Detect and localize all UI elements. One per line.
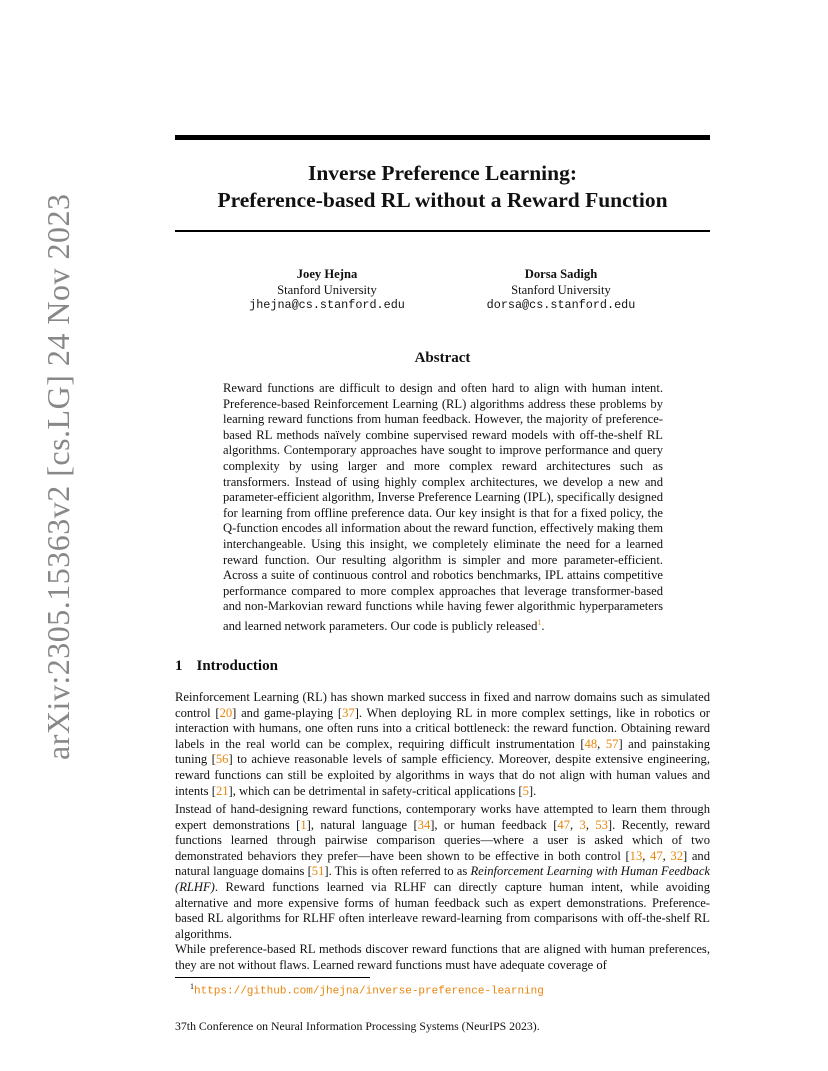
abstract-body: Reward functions are difficult to design and often hard to align with human intent. Preference-based Reinforcement Learning (RL) algorithms address these problems by learning reward functions from human feedback. However, the majority of preference-based RL methods naïvely combine supervised reward models with off-the-shelf RL algorithms. Contemporary approaches have sought to improve performance and query complexity by using larger and more complex reward architectures such as transformers. Instead of using highly complex architectures, we develop a new and parameter-efficient algorithm, Inverse Preference Learning (IPL), specifically designed for learning from offline preference data. Our key insight is that for a fixed policy, the Q-function encodes all information about the reward function, effectively making them interchangeable. Using this insight, we completely eliminate the need for a learned reward function. Our resulting algorithm is simpler and more parameter-efficient. Across a suite of continuous control and robotics benchmarks, IPL attains competitive performance compared to more complex approaches that leverage transformer-based and non-Markovian reward functions while having fewer algorithmic hyperparameters and learned network parameters. Our code is publicly released$^1$. [223,381,663,634]
author-affiliation: Stanford University [511,282,611,297]
citation-link[interactable]: 5 [522,783,529,798]
citation-link[interactable]: 37 [342,705,355,720]
text-run: ], natural language [ [306,817,418,832]
text-run: ], which can be detrimental in safety-critical applications [ [228,783,523,798]
intro-paragraph-2: Instead of hand-designing reward functions, contemporary works have attempted to learn them through expert demonstrations [1], natural language [34], or human feedback [47, 3, 53]. Recently, reward functions learned through pairwise comparison queries—where a user is asked which of two demonstrated behaviors they prefer—have been shown to be effective in both control [13, 47, 32] and natural language domains [51]. This is often referred to as Reinforcement Learning with Human Feedback (RLHF). Reward functions learned via RLHF can directly capture human intent, while avoiding alternative and more expensive forms of human feedback such as expert demonstrations. Preference-based RL algorithms for RLHF often interleave reward-learning from comparisons with off-the-shelf RL algorithms. [175,802,711,941]
author-email: dorsa@cs.stanford.edu [486,298,636,312]
italic-term: Reinforcement Learning with Human Feedback (RLHF) [175,864,710,894]
section-number: 1 [175,658,183,674]
citation-link[interactable]: 34 [417,817,431,832]
text-run: ] and game-playing [ [232,705,343,720]
citation-link[interactable]: 56 [215,752,229,767]
footnote-url-link[interactable]: https://github.com/jhejna/inverse-preference-learning [194,985,544,998]
intro-paragraph-1: Reinforcement Learning (RL) has shown marked success in fixed and narrow domains such as simulated control [20] and game-playing [37]. When deploying RL in more complex settings, like in robotics or interaction with humans, one often runs into a critical bottleneck: the reward function. Obtaining reward labels in the real world can be complex, requiring difficult instrumentation [48, 57] and painstaking tuning [56] to achieve reasonable levels of sample efficiency. Moreover, despite extensive engineering, reward functions can still be exploited by algorithms in ways that do not align with human values and intents [21], which can be detrimental in safety-critical applications [5]. [175,690,710,798]
author-affiliation: Stanford University [277,282,377,297]
citation-link[interactable]: 53 [595,817,608,832]
author-name: Joey Hejna [296,267,358,281]
citation-link[interactable]: 3 [579,817,586,832]
text-run: Instead of hand-designing reward functions, contemporary works have attempted to learn them through expert demonstrations [ [175,802,710,832]
citation-link[interactable]: 57 [605,736,619,751]
text-run: ] to achieve reasonable levels of sample efficiency. Moreover, despite extensive engineering, reward functions can still be exploited by algorithms in ways that do not align with human values and intents [ [175,752,710,798]
author-email: jhejna@cs.stanford.edu [249,298,405,312]
footnote-ref[interactable]: 1 [537,617,542,627]
section-heading [175,658,278,675]
title-top-rule [175,135,710,140]
conference-note: 37th Conference on Neural Information Processing Systems (NeurIPS 2023). [175,1019,540,1033]
text-run: ]. When deploying RL in more complex settings, like in robotics or interaction with humans, one often runs into a critical bottleneck: the reward function. Obtaining reward labels in the real world can be complex, requiring difficult instrumentation [ [175,705,710,751]
text-run: ] and natural language domains [ [175,848,711,879]
author-block-2 [451,267,671,314]
text-run: . Reward functions learned via RLHF can directly capture human intent, while avoiding alternative and more expensive forms of human feedback such as expert demonstrations. Preference-based RL algorithms for RLHF often interleave reward-learning from comparisons with off-the-shelf RL algorithms. [175,879,710,941]
title-line-1: Inverse Preference Learning: [307,161,578,185]
citation-link[interactable]: 51 [311,864,325,879]
text-run: ] and painstaking tuning [ [175,736,710,767]
text-run: Reinforcement Learning (RL) has shown marked success in fixed and narrow domains such as simulated control [ [175,690,710,720]
citation-link[interactable]: 1 [300,817,307,832]
citation-link[interactable]: 32 [670,848,683,863]
citation-link[interactable]: 13 [629,848,643,863]
citation-link[interactable]: 21 [215,783,229,798]
intro-paragraph-3: While preference-based RL methods discover reward functions that are aligned with human preferences, they are not without flaws. Learned reward functions must have adequate coverage of [175,942,710,972]
section-title: Introduction [196,658,278,674]
abstract-text: Reward functions are difficult to design and often hard to align with human intent. Preference-based Reinforcement Learning (RL) algorithms address these problems by learning reward functions from human feedback. However, the majority of preference-based RL methods naïvely combine supervised reward models with off-the-shelf RL algorithms. Contemporary approaches have sought to improve performance and query complexity by using larger and more complex reward architectures such as transformers. Instead of using highly complex architectures, we develop a new and parameter-efficient algorithm, Inverse Preference Learning (IPL), specifically designed for learning from offline preference data. Our key insight is that for a fixed policy, the Q-function encodes all information about the reward function, effectively making them interchangeable. Using this insight, we completely eliminate the need for a learned reward function. Our resulting algorithm is simpler and more parameter-efficient. Across a suite of continuous control and robotics benchmarks, IPL attains competitive performance compared to more complex approaches that leverage transformer-based and non-Markovian reward functions while having fewer algorithmic hyperparameters and learned network parameters. Our code is publicly released [223,381,663,634]
title-bottom-rule [175,230,710,232]
abstract-heading: Abstract [414,350,471,366]
text-run: ]. [528,783,537,798]
citation-link[interactable]: 48 [584,736,598,751]
text-run: ]. This is often referred to as [324,864,471,879]
footnote [190,982,544,997]
footnote-rule [175,977,370,978]
text-run: ]. Recently, reward functions learned through pairwise comparison queries—where a user is asked which of two demonstrated behaviors they prefer—have been shown to be effective in both control [ [175,817,711,863]
title-line-2: Preference-based RL without a Reward Function [217,188,668,212]
citation-link[interactable]: 20 [219,705,233,720]
citation-link[interactable]: 47 [650,848,663,863]
footnote-mark: 1 [190,982,194,991]
arxiv-stamp: arXiv:2305.15363v2 [cs.LG] 24 Nov 2023 [40,193,76,760]
author-name: Dorsa Sadigh [524,267,598,281]
paper-title [175,160,710,214]
text-run: ], or human feedback [ [430,817,558,832]
citation-link[interactable]: 47 [557,817,570,832]
author-block-1 [217,267,437,314]
